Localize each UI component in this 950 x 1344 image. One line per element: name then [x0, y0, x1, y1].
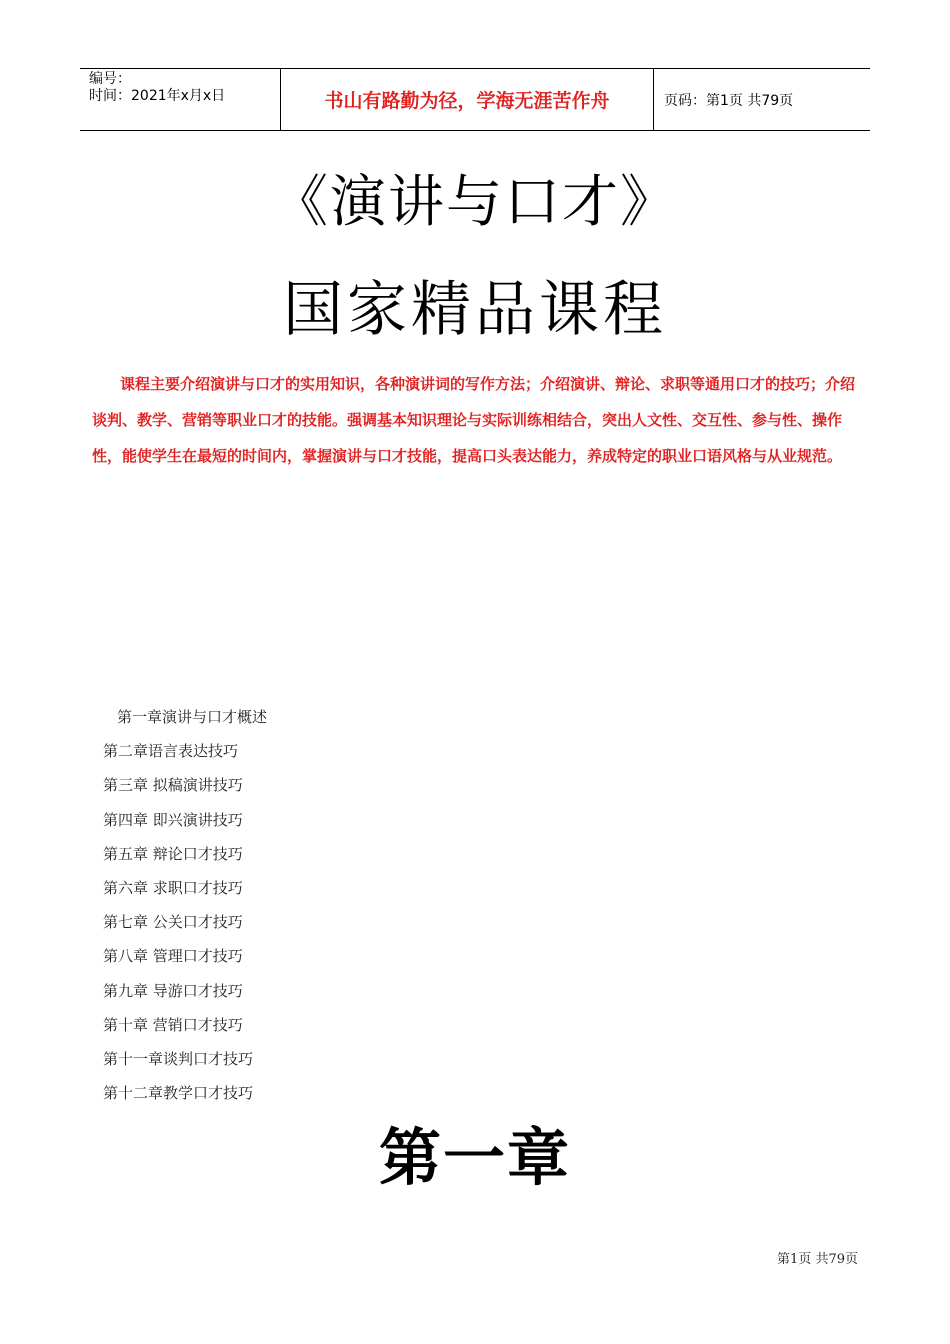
toc-item: 第十章 营销口才技巧: [103, 1015, 243, 1034]
toc-item: 第七章 公关口才技巧: [103, 913, 243, 932]
document-time-label: 时间：2021年x月x日: [89, 88, 226, 104]
toc-item: 第三章 拟稿演讲技巧: [103, 776, 243, 795]
header-motto: 书山有路勤为径，学海无涯苦作舟: [281, 69, 654, 130]
toc-item: 第十一章谈判口才技巧: [103, 1049, 254, 1068]
chapter-heading: 第一章: [378, 1121, 571, 1194]
header-page-info: 页码：第1页 共79页: [664, 92, 794, 109]
toc-item: 第八章 管理口才技巧: [103, 947, 243, 966]
course-introduction: 课程主要介绍演讲与口才的实用知识，各种演讲词的写作方法；介绍演讲、辩论、求职等通用口才的技巧；介绍谈判、教学、营销等职业口才的技能。强调基本知识理论与实际训练相结合，突出人文性、交互性、参与性、操作性，能使学生在最短的时间内，掌握演讲与口才技能，提高口头表达能力，养成特定的职业口语风格与从业规范。: [92, 375, 856, 465]
course-title: 《演讲与口才》: [272, 170, 678, 235]
page-footer: 第1页 共79页: [777, 1252, 858, 1267]
course-subtitle: 国家精品课程: [283, 275, 667, 345]
document-header: [80, 68, 870, 131]
toc-item: 第五章 辩论口才技巧: [103, 844, 243, 863]
toc-item: 第十二章教学口才技巧: [103, 1084, 254, 1103]
document-number-label: 编号：: [89, 71, 131, 87]
toc-item: 第一章演讲与口才概述: [117, 708, 268, 726]
toc-item: 第九章 导游口才技巧: [103, 981, 243, 1000]
table-of-contents: [103, 703, 267, 1113]
toc-item: 第二章语言表达技巧: [103, 742, 239, 761]
header-meta: [80, 69, 281, 130]
toc-item: 第六章 求职口才技巧: [103, 878, 243, 897]
toc-item: 第四章 即兴演讲技巧: [103, 810, 243, 829]
